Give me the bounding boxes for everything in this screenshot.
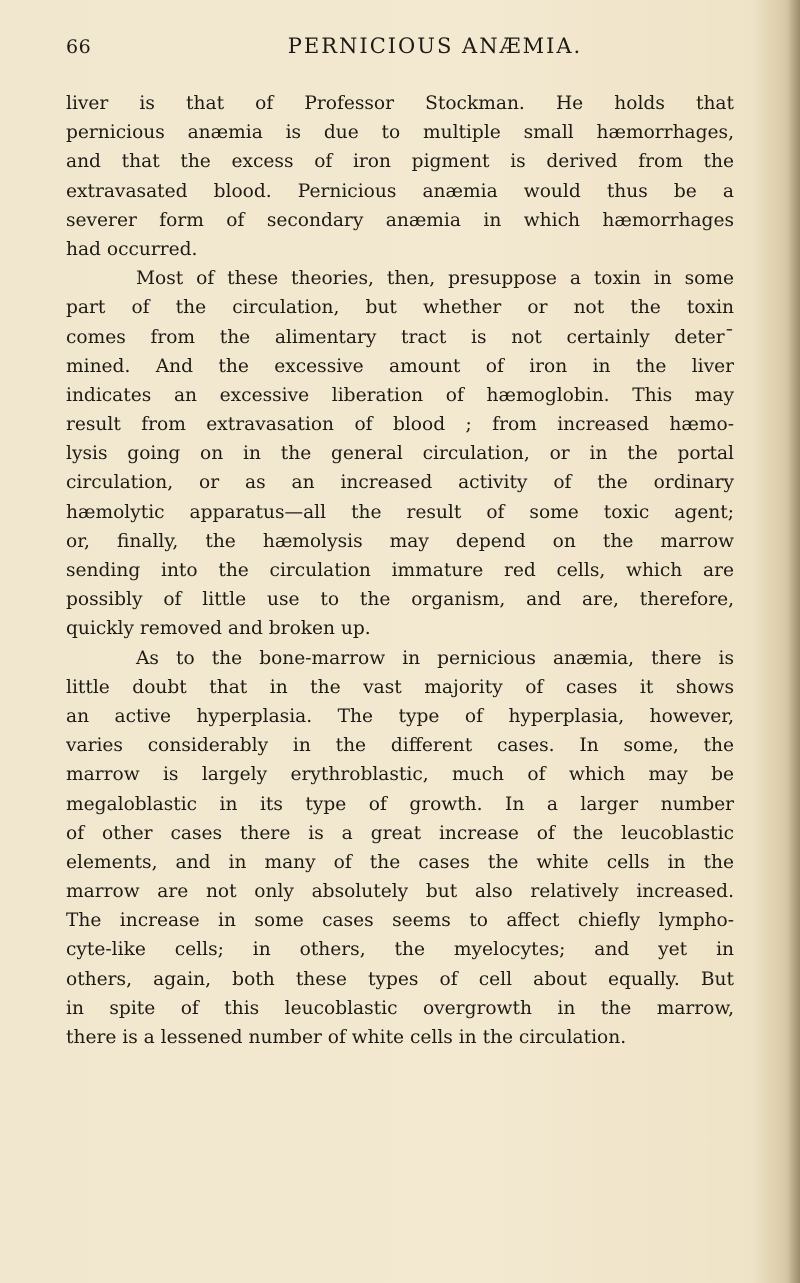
- text-line: marrow is largely erythroblastic, much of which may be: [66, 764, 734, 786]
- text-line: hæmolytic apparatus—all the result of some toxic agent;: [66, 501, 734, 523]
- text-line: The increase in some cases seems to affect chiefly lympho-: [66, 910, 734, 932]
- text-line: possibly of little use to the organism, and are, therefore,: [66, 589, 734, 611]
- text-line: mined. And the excessive amount of iron in the liver: [66, 355, 734, 377]
- text-line: in spite of this leucoblastic overgrowth in the marrow,: [66, 997, 734, 1019]
- text-line: comes from the alimentary tract is not certainly deter¯: [66, 326, 734, 348]
- text-line: varies considerably in the different cases. In some, the: [66, 735, 734, 757]
- text-line: an active hyperplasia. The type of hyperplasia, however,: [66, 705, 734, 727]
- text-line: pernicious anæmia is due to multiple small hæmorrhages,: [66, 122, 734, 144]
- text-line: Most of these theories, then, presuppose a toxin in some: [136, 268, 734, 290]
- text-line: result from extravasation of blood ; from increased hæmo-: [66, 414, 734, 436]
- text-line: and that the excess of iron pigment is derived from the: [66, 151, 734, 173]
- text-line: marrow are not only absolutely but also relatively increased.: [66, 881, 734, 903]
- text-line: indicates an excessive liberation of hæmoglobin. This may: [66, 384, 734, 406]
- text-line: of other cases there is a great increase of the leucoblastic: [66, 822, 734, 844]
- page-number: 66: [66, 36, 92, 58]
- text-line: had occurred.: [66, 238, 198, 260]
- text-line: or, finally, the hæmolysis may depend on the marrow: [66, 530, 734, 552]
- text-line: part of the circulation, but whether or not the toxin: [66, 297, 734, 319]
- running-title: PERNICIOUS ANÆMIA.: [287, 34, 583, 58]
- text-line: severer form of secondary anæmia in which hæmorrhages: [66, 209, 734, 231]
- text-line: extravasated blood. Pernicious anæmia would thus be a: [66, 180, 734, 202]
- text-line: megaloblastic in its type of growth. In a larger number: [66, 793, 734, 815]
- text-line: there is a lessened number of white cells in the circulation.: [66, 1027, 627, 1048]
- text-line: elements, and in many of the cases the white cells in the: [66, 851, 734, 873]
- page-edge-shadow: [788, 0, 800, 1283]
- text-line: quickly removed and broken up.: [66, 618, 371, 640]
- text-line: liver is that of Professor Stockman. He holds that: [66, 93, 734, 114]
- text-line: little doubt that in the vast majority of cases it shows: [66, 676, 734, 698]
- text-line: others, again, both these types of cell about equally. But: [66, 968, 734, 990]
- text-line: sending into the circulation immature red cells, which are: [66, 560, 734, 581]
- text-line: lysis going on in the general circulation, or in the portal: [66, 443, 734, 465]
- text-line: circulation, or as an increased activity of the ordinary: [66, 472, 734, 494]
- body-text: [66, 89, 734, 1052]
- text-line: cyte-like cells; in others, the myelocytes; and yet in: [66, 939, 734, 961]
- text-line: As to the bone-marrow in pernicious anæmia, there is: [136, 647, 734, 669]
